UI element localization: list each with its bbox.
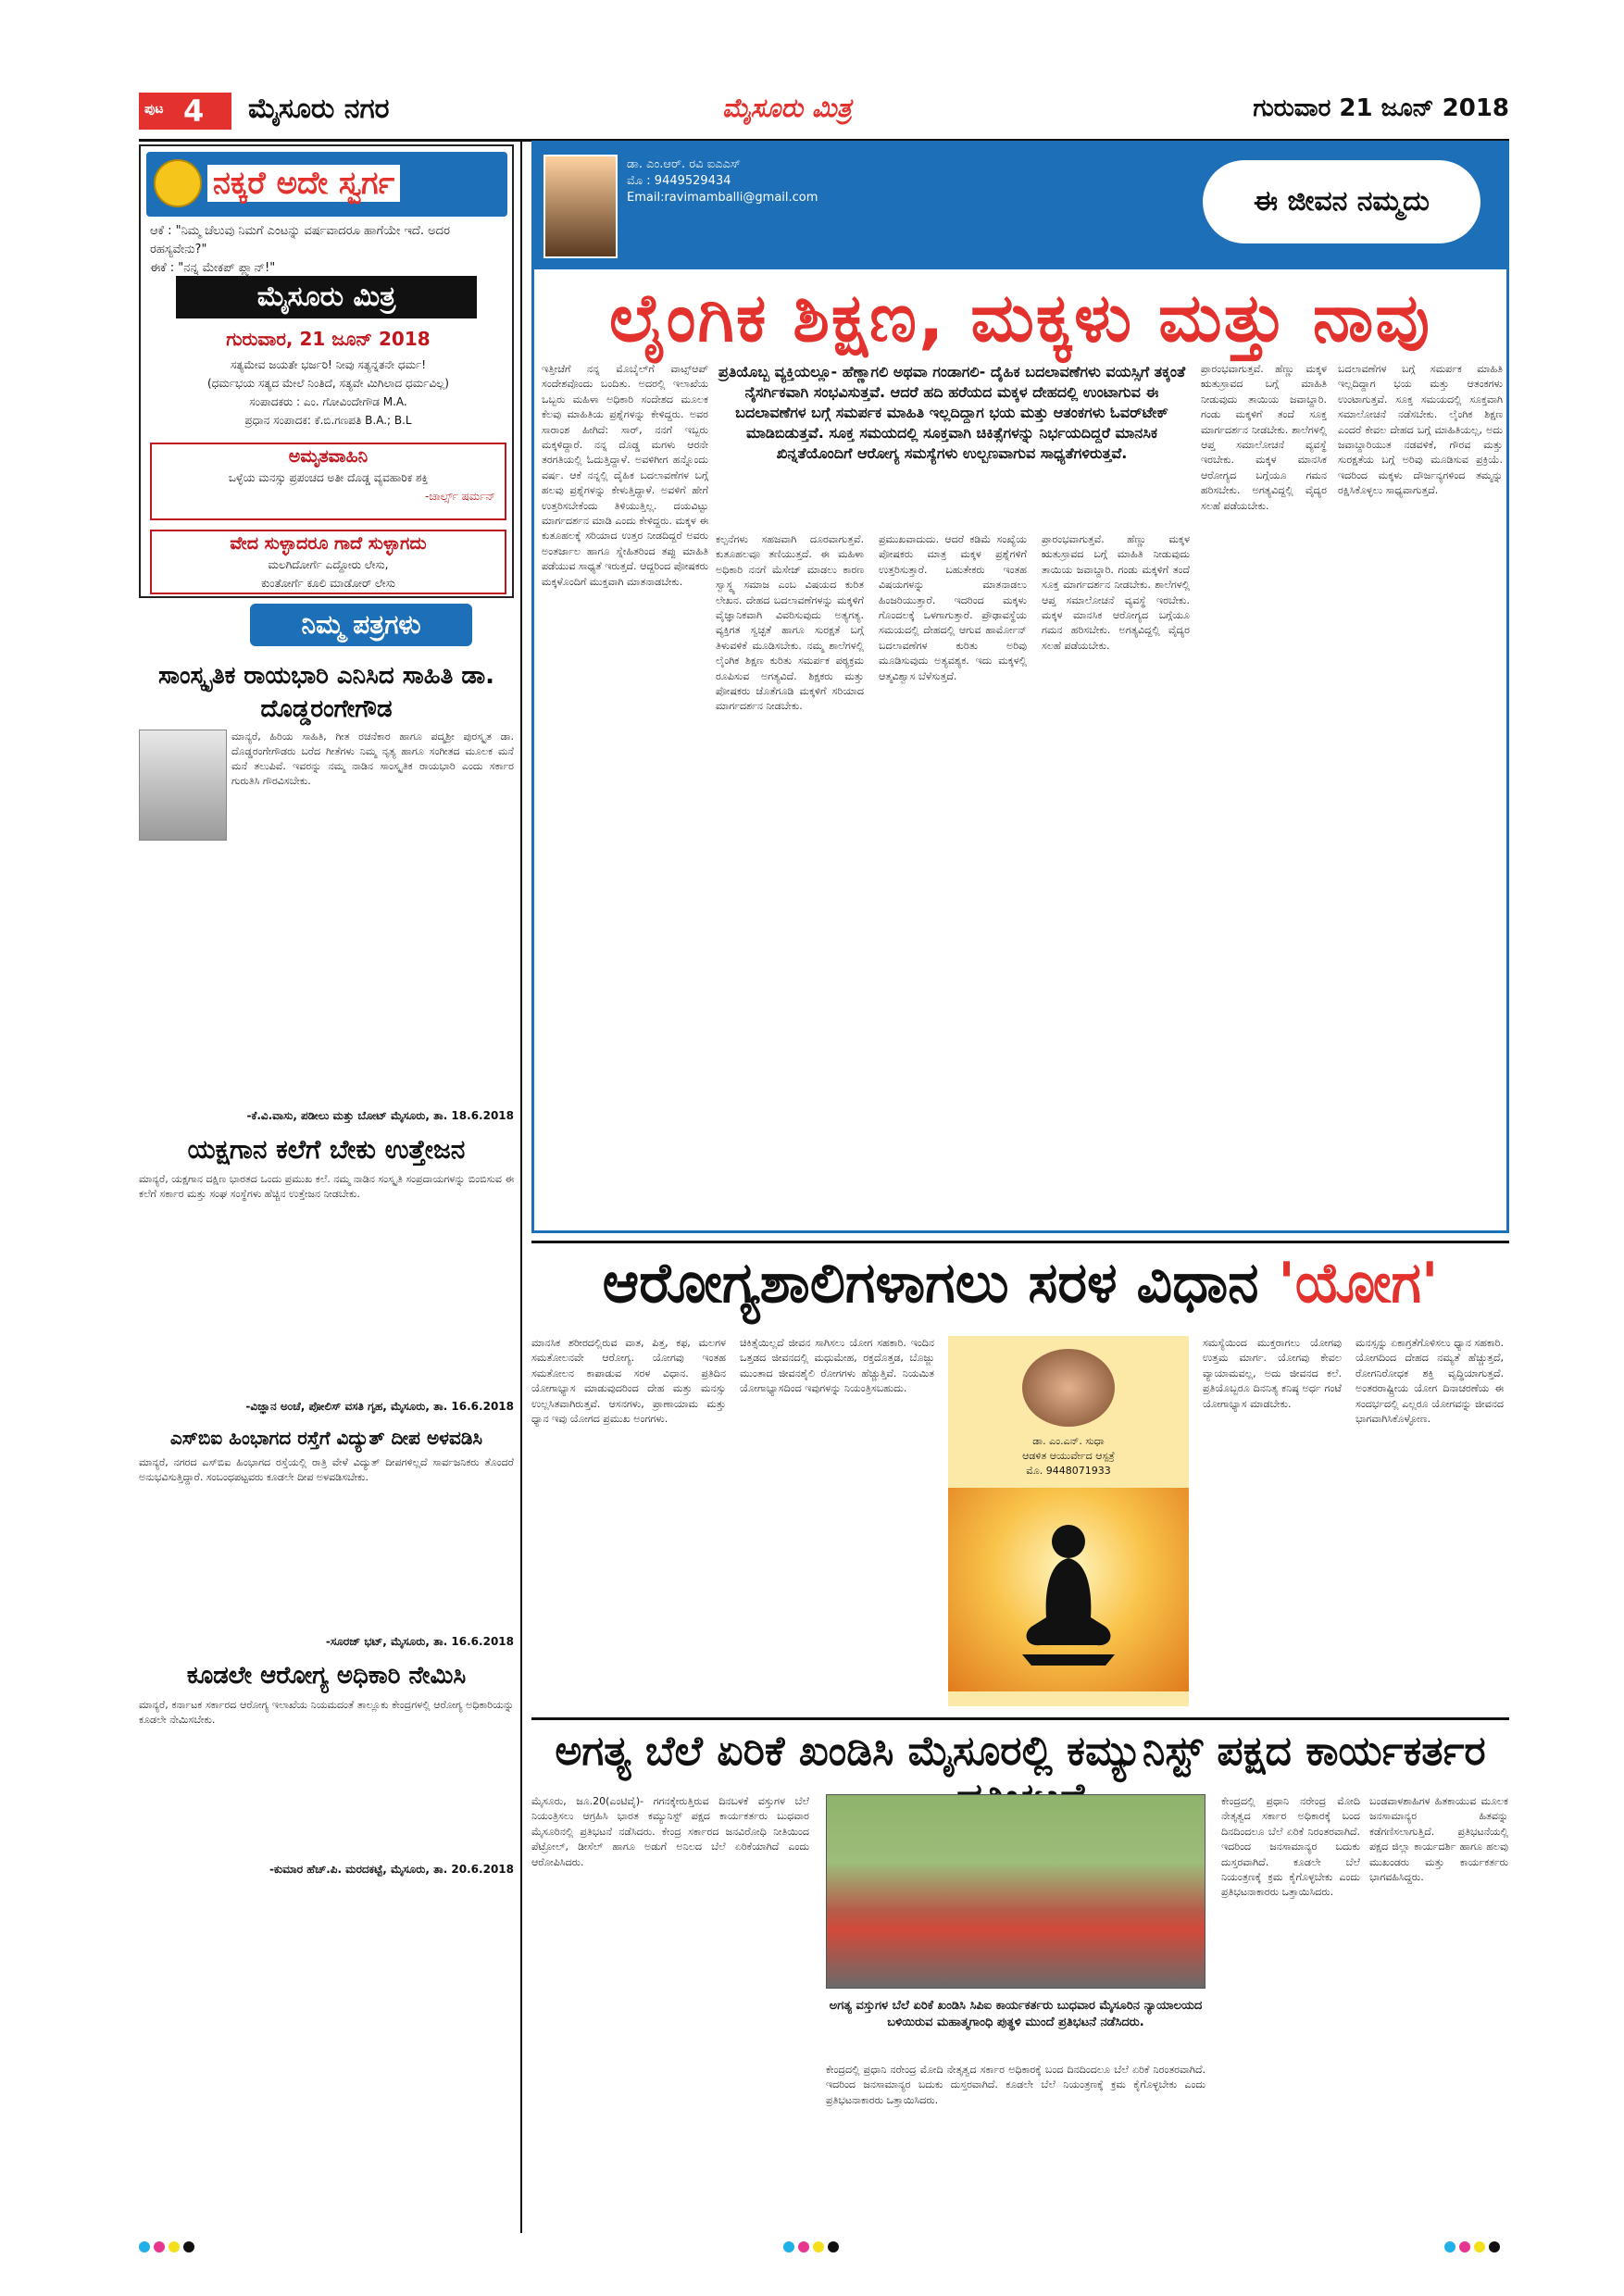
column-tag: ಈ ಜೀವನ ನಮ್ಮದು	[1203, 160, 1480, 243]
yoga-title-highlight: 'ಯೋಗ'	[1278, 1251, 1439, 1316]
article-column: ಮಾನಸಿಕ ಶರೀರದಲ್ಲಿರುವ ವಾತ, ಪಿತ್ತ, ಕಫ, ಮಲಗಳ ಸಮತೋಲನವೇ ಆರೋಗ್ಯ. ಯೋಗವು ಇಂತಹ ಸಮತೋಲನ ಕಾಪಾಡುವ ಸರಳ ವಿಧಾನ. ಪ್ರತಿದಿನ ಯೋಗಾಭ್ಯಾಸ ಮಾಡುವುದರಿಂದ ದೇಹ ಮತ್ತು ಮನಸ್ಸು ಉಲ್ಲಸಿತವಾಗಿರುತ್ತವೆ. ಆಸನಗಳು, ಪ್ರಾಣಾಯಾಮ ಮತ್ತು ಧ್ಯಾನ ಇವು ಯೋಗದ ಪ್ರಮುಖ ಅಂಗಗಳು.	[531, 1337, 726, 1426]
letter-title: ಎಸ್‌ಬಿಐ ಹಿಂಭಾಗದ ರಸ್ತೆಗೆ ವಿದ್ಯುತ್ ದೀಪ ಅಳವಡಿಸಿ	[169, 1427, 483, 1449]
page-header	[139, 83, 1509, 139]
article-column: ಕಲ್ಪನೆಗಳು ಸಹಜವಾಗಿ ದೂರವಾಗುತ್ತವೆ. ಕುತೂಹಲವೂ ತಣಿಯುತ್ತದೆ. ಈ ಮಹಿಳಾ ಅಧಿಕಾರಿ ನನಗೆ ಮೆಸೇಜ್ ಮಾಡಲು ಕಾರಣ ಸ್ವಾಸ್ಥ್ಯ ಸಮಾಜ ಎಂಬ ವಿಷಯದ ಕುರಿತ ಲೇಖನ. ದೇಹದ ಬದಲಾವಣೆಗಳನ್ನು ಮಕ್ಕಳಿಗೆ ವೈಜ್ಞಾನಿಕವಾಗಿ ವಿವರಿಸುವುದು ಅತ್ಯಗತ್ಯ. ವ್ಯಕ್ತಿಗತ ಸ್ವಚ್ಛತೆ ಹಾಗೂ ಸುರಕ್ಷತೆ ಬಗ್ಗೆ ತಿಳುವಳಿಕೆ ಮೂಡಿಸಬೇಕು. ನಮ್ಮ ಶಾಲೆಗಳಲ್ಲಿ ಲೈಂಗಿಕ ಶಿಕ್ಷಣ ಕುರಿತು ಸಮರ್ಪಕ ಪಠ್ಯಕ್ರಮ ರೂಪಿಸುವ ಅಗತ್ಯವಿದೆ. ಶಿಕ್ಷಕರು ಮತ್ತು ಪೋಷಕರು ಜೊತೆಗೂಡಿ ಮಕ್ಕಳಿಗೆ ಸರಿಯಾದ ಮಾರ್ಗದರ್ಶನ ನೀಡಬೇಕು.	[716, 533, 864, 713]
article-column: ಕೇಂದ್ರದಲ್ಲಿ ಪ್ರಧಾನಿ ನರೇಂದ್ರ ಮೋದಿ ನೇತೃತ್ವದ ಸರ್ಕಾರ ಅಧಿಕಾರಕ್ಕೆ ಬಂದ ದಿನದಿಂದಲೂ ಬೆಲೆ ಏರಿಕೆ ನಿರಂತರವಾಗಿದೆ. ಇದರಿಂದ ಜನಸಾಮಾನ್ಯರ ಬದುಕು ದುಸ್ತರವಾಗಿದೆ. ಕೂಡಲೇ ಬೆಲೆ ನಿಯಂತ್ರಣಕ್ಕೆ ಕ್ರಮ ಕೈಗೊಳ್ಳಬೇಕು ಎಂದು ಪ್ರತಿಭಟನಾಕಾರರು ಒತ್ತಾಯಿಸಿದರು.	[826, 2064, 1206, 2106]
page-label: ಪುಟ	[144, 102, 164, 117]
letter-title: ಕೂಡಲೇ ಆರೋಗ್ಯ ಅಧಿಕಾರಿ ನೇಮಿಸಿ	[186, 1662, 467, 1690]
joke-line-1: ಆಕೆ : "ನಿಮ್ಮ ಚೆಲುವು ನಿಮಗೆ ಎಂಟನ್ನು ವರ್ಷವಾದರೂ ಹಾಗೆಯೇ ಇದೆ. ಅದರ ರಹಸ್ಯವೇನು?"	[150, 224, 450, 256]
issue-date: ಗುರುವಾರ 21 ಜೂನ್ 2018	[1253, 94, 1509, 122]
author-name: ಡಾ. ಎಂ.ಎನ್. ಸುಧಾ	[1032, 1435, 1105, 1447]
article-column: ಚಿಕಿತ್ಸೆಯಿಲ್ಲದೆ ಜೀವನ ಸಾಗಿಸಲು ಯೋಗ ಸಹಕಾರಿ. ಇಂದಿನ ಒತ್ತಡದ ಜೀವನದಲ್ಲಿ ಮಧುಮೇಹ, ರಕ್ತದೊತ್ತಡ, ಬೊಜ್ಜು ಮುಂತಾದ ಜೀವನಶೈಲಿ ರೋಗಗಳು ಹೆಚ್ಚುತ್ತಿವೆ. ನಿಯಮಿತ ಯೋಗಾಭ್ಯಾಸದಿಂದ ಇವುಗಳನ್ನು ನಿಯಂತ್ರಿಸಬಹುದು.	[740, 1337, 934, 1395]
author-box	[948, 1336, 1189, 1706]
photo-caption: ಅಗತ್ಯ ವಸ್ತುಗಳ ಬೆಲೆ ಏರಿಕೆ ಖಂಡಿಸಿ ಸಿಪಿಐ ಕಾರ್ಯಕರ್ತರು ಬುಧವಾರ ಮೈಸೂರಿನ ನ್ಯಾಯಾಲಯದ ಬಳಿಯಿರುವ ಮಹಾತ್ಮಗಾಂಧಿ ಪುತ್ಥಳಿ ಮುಂದೆ ಪ್ರತಿಭಟನೆ ನಡೆಸಿದರು.	[829, 1999, 1203, 2029]
letter-signature: -ಸೂರಜ್ ಭಟ್, ಮೈಸೂರು, ತಾ. 16.6.2018	[325, 1635, 514, 1648]
article-column: ಬಂಡವಾಳಶಾಹಿಗಳ ಹಿತಕಾಯುವ ಮೂಲಕ ಜನಸಾಮಾನ್ಯರ ಹಿತವನ್ನು ಕಡೆಗಣಿಸಲಾಗುತ್ತಿದೆ. ಪ್ರತಿಭಟನೆಯಲ್ಲಿ ಪಕ್ಷದ ಜಿಲ್ಲಾ ಕಾರ್ಯದರ್ಶಿ ಹಾಗೂ ಹಲವು ಮುಖಂಡರು ಮತ್ತು ಕಾರ್ಯಕರ್ತರು ಭಾಗವಹಿಸಿದ್ದರು.	[1369, 1795, 1508, 1884]
article-column: ಪ್ರಾರಂಭವಾಗುತ್ತವೆ. ಹೆಣ್ಣು ಮಕ್ಕಳ ಋತುಸ್ರಾವದ ಬಗ್ಗೆ ಮಾಹಿತಿ ನೀಡುವುದು ತಾಯಿಯ ಜವಾಬ್ದಾರಿ. ಗಂಡು ಮಕ್ಕಳಿಗೆ ತಂದೆ ಸೂಕ್ತ ಮಾರ್ಗದರ್ಶನ ನೀಡಬೇಕು. ಶಾಲೆಗಳಲ್ಲಿ ಆಪ್ತ ಸಮಾಲೋಚನೆ ವ್ಯವಸ್ಥೆ ಇರಬೇಕು. ಮಕ್ಕಳ ಮಾನಸಿಕ ಆರೋಗ್ಯದ ಬಗ್ಗೆಯೂ ಗಮನ ಹರಿಸಬೇಕು. ಅಗತ್ಯವಿದ್ದಲ್ಲಿ ವೈದ್ಯರ ಸಲಹೆ ಪಡೆಯಬೇಕು.	[1201, 363, 1327, 512]
quote-author: -ಚಾರ್ಲ್ಸ್ ಷರ್ಮನ್	[425, 490, 495, 503]
proverb-line: ಮಲಗಿದೋರ್ಗೆ ಎದ್ದೋರು ಲೇಸು,	[268, 558, 389, 571]
article-column: ಮೈಸೂರು, ಜೂ.20(ಎಂಟಿವೈ)- ಗಗನಕ್ಕೇರುತ್ತಿರುವ ದಿನಬಳಕೆ ವಸ್ತುಗಳ ಬೆಲೆ ನಿಯಂತ್ರಿಸಲು ಆಗ್ರಹಿಸಿ ಭಾರತ ಕಮ್ಯುನಿಸ್ಟ್ ಪಕ್ಷದ ಕಾರ್ಯಕರ್ತರು ಬುಧವಾರ ಮೈಸೂರಿನಲ್ಲಿ ಪ್ರತಿಭಟನೆ ನಡೆಸಿದರು. ಕೇಂದ್ರ ಸರ್ಕಾರದ ಜನವಿರೋಧಿ ನೀತಿಯಿಂದ ಪೆಟ್ರೋಲ್, ಡೀಸೆಲ್ ಹಾಗೂ ಅಡುಗೆ ಅನಿಲದ ಬೆಲೆ ಏರಿಕೆಯಾಗಿದೆ ಎಂದು ಆರೋಪಿಸಿದರು.	[531, 1795, 809, 1868]
registration-marks	[783, 2239, 843, 2252]
imprint-line: ಸತ್ಯಮೇವ ಜಯತೇ ಭರ್ಜರಿ! ನೀವು ಸತ್ಯನ್ನತನೇ ಧರ್ಮ!	[230, 358, 427, 371]
column-divider	[520, 141, 522, 2233]
article-column: ಪ್ರಾರಂಭವಾಗುತ್ತವೆ. ಹೆಣ್ಣು ಮಕ್ಕಳ ಋತುಸ್ರಾವದ ಬಗ್ಗೆ ಮಾಹಿತಿ ನೀಡುವುದು ತಾಯಿಯ ಜವಾಬ್ದಾರಿ. ಗಂಡು ಮಕ್ಕಳಿಗೆ ತಂದೆ ಸೂಕ್ತ ಮಾರ್ಗದರ್ಶನ ನೀಡಬೇಕು. ಶಾಲೆಗಳಲ್ಲಿ ಆಪ್ತ ಸಮಾಲೋಚನೆ ವ್ಯವಸ್ಥೆ ಇರಬೇಕು. ಮಕ್ಕಳ ಮಾನಸಿಕ ಆರೋಗ್ಯದ ಬಗ್ಗೆಯೂ ಗಮನ ಹರಿಸಬೇಕು. ಅಗತ್ಯವಿದ್ದಲ್ಲಿ ವೈದ್ಯರ ಸಲಹೆ ಪಡೆಯಬೇಕು.	[1042, 533, 1190, 652]
sidebar-date: ಗುರುವಾರ, 21 ಜೂನ್ 2018	[226, 328, 431, 350]
imprint	[150, 356, 506, 430]
author-name: ಡಾ. ಎಂ.ಆರ್. ರವಿ ಐಎಎಸ್	[627, 157, 741, 171]
feature-header	[534, 144, 1506, 269]
proverb-title: ವೇದ ಸುಳ್ಳಾದರೂ ಗಾದೆ ಸುಳ್ಳಾಗದು	[230, 533, 427, 554]
left-column	[139, 141, 514, 2252]
masthead-logo: ಮೈಸೂರು ಮಿತ್ರ	[722, 93, 852, 123]
yoga-article	[531, 1241, 1509, 1713]
article-column: ಬದಲಾವಣೆಗಳ ಬಗ್ಗೆ ಸಮರ್ಪಕ ಮಾಹಿತಿ ಇಲ್ಲದಿದ್ದಾಗ ಭಯ ಮತ್ತು ಆತಂಕಗಳು ಉಂಟಾಗುತ್ತವೆ. ಸೂಕ್ತ ಸಮಯದಲ್ಲಿ ಸೂಕ್ತವಾಗಿ ಸಮಾಲೋಚನೆ ನಡೆಸಬೇಕು. ಲೈಂಗಿಕ ಶಿಕ್ಷಣ ಎಂದರೆ ಕೇವಲ ದೇಹದ ಬಗ್ಗೆ ಮಾಹಿತಿಯಲ್ಲ, ಅದು ಜವಾಬ್ದಾರಿಯುತ ನಡವಳಿಕೆ, ಗೌರವ ಮತ್ತು ಸುರಕ್ಷತೆಯ ಬಗ್ಗೆ ಅರಿವು ಮೂಡಿಸುವ ಪ್ರಕ್ರಿಯೆ. ಇದರಿಂದ ಮಕ್ಕಳು ದೌರ್ಜನ್ಯಗಳಿಂದ ತಮ್ಮನ್ನು ರಕ್ಷಿಸಿಕೊಳ್ಳಲು ಸಾಧ್ಯವಾಗುತ್ತದೆ.	[1338, 363, 1503, 497]
quote-box	[150, 443, 506, 520]
author-mobile: ಮೊ : 9449529434	[627, 174, 731, 188]
page-number: 4	[183, 94, 205, 129]
article-column: ಪ್ರಮುಖವಾದುದು. ಆದರೆ ಕಡಿಮೆ ಸಂಖ್ಯೆಯ ಪೋಷಕರು ಮಾತ್ರ ಮಕ್ಕಳ ಪ್ರಶ್ನೆಗಳಿಗೆ ಉತ್ತರಿಸುತ್ತಾರೆ. ಬಹುತೇಕರು ಇಂತಹ ವಿಷಯಗಳನ್ನು ಮಾತನಾಡಲು ಹಿಂಜರಿಯುತ್ತಾರೆ. ಇದರಿಂದ ಮಕ್ಕಳು ಗೊಂದಲಕ್ಕೆ ಒಳಗಾಗುತ್ತಾರೆ. ಪ್ರೌಢಾವಸ್ಥೆಯ ಸಮಯದಲ್ಲಿ ದೇಹದಲ್ಲಿ ಆಗುವ ಹಾರ್ಮೋನ್ ಬದಲಾವಣೆಗಳ ಕುರಿತು ಅರಿವು ಮೂಡಿಸುವುದು ಅತ್ಯವಶ್ಯಕ. ಇದು ಮಕ್ಕಳಲ್ಲಿ ಆತ್ಮವಿಶ್ವಾಸ ಬೆಳೆಸುತ್ತದೆ.	[879, 533, 1027, 682]
article-column: ಸಮಸ್ಯೆಯಿಂದ ಮುಕ್ತರಾಗಲು ಯೋಗವು ಉತ್ತಮ ಮಾರ್ಗ. ಯೋಗವು ಕೇವಲ ವ್ಯಾಯಾಮವಲ್ಲ, ಅದು ಜೀವನದ ಕಲೆ. ಪ್ರತಿಯೊಬ್ಬರೂ ದಿನನಿತ್ಯ ಕನಿಷ್ಠ ಅರ್ಧ ಗಂಟೆ ಯೋಗಾಭ್ಯಾಸ ಮಾಡಬೇಕು.	[1203, 1337, 1342, 1410]
page-number-box	[139, 93, 231, 130]
pull-quote: ಪ್ರತಿಯೊಬ್ಬ ವ್ಯಕ್ತಿಯಲ್ಲೂ- ಹೆಣ್ಣಾಗಲಿ ಅಥವಾ ಗಂಡಾಗಲಿ- ದೈಹಿಕ ಬದಲಾವಣೆಗಳು ವಯಸ್ಸಿಗೆ ತಕ್ಕಂತೆ ನೈಸರ್ಗಿಕವಾಗಿ ಸಂಭವಿಸುತ್ತವೆ. ಆದರೆ ಹದಿ ಹರೆಯದ ಮಕ್ಕಳ ದೇಹದಲ್ಲಿ ಉಂಟಾಗುವ ಈ ಬದಲಾವಣೆಗಳ ಬಗ್ಗೆ ಸಮರ್ಪಕ ಮಾಹಿತಿ ಇಲ್ಲದಿದ್ದಾಗ ಭಯ ಮತ್ತು ಆತಂಕಗಳು ಓವರ್‌ಟೇಕ್ ಮಾಡಿಬಿಡುತ್ತವೆ. ಸೂಕ್ತ ಸಮಯದಲ್ಲಿ ಸೂಕ್ತವಾಗಿ ಚಿಕಿತ್ಸೆಗಳನ್ನು ನಿರ್ಭಯದಿದ್ದರೆ ಮಾನಸಿಕ ಖಿನ್ನತೆಯೊಂದಿಗೆ ಆರೋಗ್ಯ ಸಮಸ್ಯೆಗಳು ಉಲ್ಬಣವಾಗುವ ಸಾಧ್ಯತೆಗಳಿರುತ್ತವೆ.	[718, 363, 1186, 462]
letter-body: ಮಾನ್ಯರೆ, ಹಿರಿಯ ಸಾಹಿತಿ, ಗೀತ ರಚನೆಕಾರ ಹಾಗೂ ಪದ್ಮಶ್ರೀ ಪುರಸ್ಕೃತ ಡಾ. ದೊಡ್ಡರಂಗೇಗೌಡರು ಬರೆದ ಗೀತೆಗಳು ನಿಮ್ಮ ನೃತ್ಯ ಹಾಗೂ ಸಂಗೀತದ ಮೂಲಕ ಮನೆ ಮನೆ ತಲುಪಿವೆ. ಇವರನ್ನು ನಮ್ಮ ನಾಡಿನ ಸಾಂಸ್ಕೃತಿಕ ರಾಯಭಾರಿ ಎಂದು ಸರ್ಕಾರ ಗುರುತಿಸಿ ಗೌರವಿಸಬೇಕು.	[231, 730, 514, 787]
article-column: ಕೇಂದ್ರದಲ್ಲಿ ಪ್ರಧಾನಿ ನರೇಂದ್ರ ಮೋದಿ ನೇತೃತ್ವದ ಸರ್ಕಾರ ಅಧಿಕಾರಕ್ಕೆ ಬಂದ ದಿನದಿಂದಲೂ ಬೆಲೆ ಏರಿಕೆ ನಿರಂತರವಾಗಿದೆ. ಇದರಿಂದ ಜನಸಾಮಾನ್ಯರ ಬದುಕು ದುಸ್ತರವಾಗಿದೆ. ಕೂಡಲೇ ಬೆಲೆ ನಿಯಂತ್ರಣಕ್ಕೆ ಕ್ರಮ ಕೈಗೊಳ್ಳಬೇಕು ಎಂದು ಪ್ರತಿಭಟನಾಕಾರರು ಒತ್ತಾಯಿಸಿದರು.	[1221, 1795, 1360, 1899]
quote-title: ಅಮೃತವಾಹಿನಿ	[288, 446, 369, 467]
joke-line-2: ಈಕೆ : "ನನ್ನ ಮೇಕಪ್ ಪ್ಲ್ಯಾನ್!"	[150, 261, 276, 275]
feature-title: ಲೈಂಗಿಕ ಶಿಕ್ಷಣ, ಮಕ್ಕಳು ಮತ್ತು ನಾವು	[609, 279, 1431, 356]
protest-photo	[826, 1794, 1206, 1989]
protest-title: ಅಗತ್ಯ ಬೆಲೆ ಏರಿಕೆ ಖಂಡಿಸಿ ಮೈಸೂರಲ್ಲಿ ಕಮ್ಯುನಿಸ್ಟ್ ಪಕ್ಷದ ಕಾರ್ಯಕರ್ತರ	[555, 1728, 1486, 1775]
letter-signature: -ವಿಜ್ಞಾನ ಅಂಚೆ, ಪೋಲಿಸ್ ವಸತಿ ಗೃಹ, ಮೈಸೂರು, ತಾ. 16.6.2018	[245, 1400, 514, 1413]
author-email: Email:ravimamballi@gmail.com	[627, 191, 818, 205]
proverb-line: ಕುಂತೋರ್ಗೆ ಕೂಲಿ ಮಾಡೋರ್ ಲೇಸು	[261, 577, 395, 590]
meditation-image	[948, 1488, 1189, 1691]
protest-article	[531, 1717, 1509, 2236]
letter-title: ಯಕ್ಷಗಾನ ಕಲೆಗೆ ಬೇಕು ಉತ್ತೇಜನ	[187, 1134, 466, 1165]
yoga-title-main: ಆರೋಗ್ಯಶಾಲಿಗಳಾಗಲು ಸರಳ ವಿಧಾನ	[602, 1251, 1259, 1316]
proverb-box	[150, 530, 506, 594]
letter-body: ಮಾನ್ಯರೆ, ನಗರದ ಎಸ್‌ಬಿಐ ಹಿಂಭಾಗದ ರಸ್ತೆಯಲ್ಲಿ ರಾತ್ರಿ ವೇಳೆ ವಿದ್ಯುತ್ ದೀಪಗಳಿಲ್ಲದೆ ಸಾರ್ವಜನಿಕರು ತೊಂದರೆ ಅನುಭವಿಸುತ್ತಿದ್ದಾರೆ. ಸಂಬಂಧಪಟ್ಟವರು ಕೂಡಲೇ ದೀಪ ಅಳವಡಿಸಬೇಕು.	[139, 1456, 514, 1483]
feature-article	[531, 141, 1509, 1233]
author-photo	[1022, 1349, 1115, 1427]
imprint-chief-editor: ಪ್ರಧಾನ ಸಂಪಾದಕ: ಕೆ.ಬಿ.ಗಣಪತಿ B.A.; B.L	[244, 414, 412, 427]
editorial-box	[139, 144, 514, 598]
joke-text	[150, 222, 506, 278]
letters-heading: ನಿಮ್ಮ ಪತ್ರಗಳು	[250, 604, 472, 646]
author-caption	[948, 1434, 1189, 1479]
letter-signature: -ಕೆ.ವಿ.ವಾಸು, ಪಡೀಲು ಮತ್ತು ಬೋಟ್ ಮೈಸೂರು, ತಾ. 18.6.2018	[246, 1109, 514, 1122]
letter-body: ಮಾನ್ಯರೆ, ಯಕ್ಷಗಾನ ದಕ್ಷಿಣ ಭಾರತದ ಒಂದು ಪ್ರಮುಖ ಕಲೆ. ನಮ್ಮ ನಾಡಿನ ಸಂಸ್ಕೃತಿ ಸಂಪ್ರದಾಯಗಳನ್ನು ಬಿಂಬಿಸುವ ಈ ಕಲೆಗೆ ಸರ್ಕಾರ ಮತ್ತು ಸಂಘ ಸಂಸ್ಥೆಗಳು ಹೆಚ್ಚಿನ ಉತ್ತೇಜನ ನೀಡಬೇಕು.	[139, 1173, 514, 1200]
brand-logo: ಮೈಸೂರು ಮಿತ್ರ	[176, 276, 477, 318]
author-info	[627, 156, 818, 206]
laughing-face-icon	[154, 159, 202, 207]
quote-body: ಒಳ್ಳೆಯ ಮನಸ್ಸು ಪ್ರಪಂಚದ ಅತೀ ದೊಡ್ಡ ವ್ಯವಹಾರಿಕ ಶಕ್ತಿ	[228, 471, 429, 484]
article-column: ಇತ್ತೀಚೆಗೆ ನನ್ನ ಮೊಬೈಲ್‌ಗೆ ವಾಟ್ಸ್‌ಆಪ್ ಸಂದೇಶವೊಂದು ಬಂದಿತು. ಅದರಲ್ಲಿ ಇಲಾಖೆಯ ಒಬ್ಬರು ಮಹಿಳಾ ಅಧಿಕಾರಿ ಸಂದೇಶದ ಮೂಲಕ ಕೆಲವು ಮಾಹಿತಿಯ ಪ್ರಶ್ನೆಗಳನ್ನು ಕೇಳಿದ್ದರು. ಅವರ ಸಾರಾಂಶ ಹೀಗಿದೆ: ಸಾರ್, ನನಗೆ ಇಬ್ಬರು ಮಕ್ಕಳಿದ್ದಾರೆ. ನನ್ನ ದೊಡ್ಡ ಮಗಳು ಆರನೇ ತರಗತಿಯಲ್ಲಿ ಓದುತ್ತಿದ್ದಾಳೆ. ಅವಳಿಗೀಗ ಹನ್ನೊಂದು ವರ್ಷ. ಆಕೆ ನನ್ನಲ್ಲಿ ದೈಹಿಕ ಬದಲಾವಣೆಗಳ ಬಗ್ಗೆ ಹಲವು ಪ್ರಶ್ನೆಗಳನ್ನು ಕೇಳುತ್ತಿದ್ದಾಳೆ. ಅವಳಿಗೆ ಹೇಗೆ ಉತ್ತರಿಸಬೇಕೆಂದು ತಿಳಿಯುತ್ತಿಲ್ಲ. ದಯವಿಟ್ಟು ಮಾರ್ಗದರ್ಶನ ಮಾಡಿ ಎಂದು ಕೇಳಿದ್ದರು. ಮಕ್ಕಳ ಈ ಕುತೂಹಲಕ್ಕೆ ಸರಿಯಾದ ಉತ್ತರ ನೀಡದಿದ್ದರೆ ಅವರು ಅಂತರ್ಜಾಲ ಹಾಗೂ ಸ್ನೇಹಿತರಿಂದ ತಪ್ಪು ಮಾಹಿತಿ ಪಡೆಯುವ ಸಾಧ್ಯತೆ ಇರುತ್ತದೆ. ಆದ್ದರಿಂದ ಪೋಷಕರು ಮಕ್ಕಳೊಂದಿಗೆ ಮುಕ್ತವಾಗಿ ಮಾತನಾಡಬೇಕು.	[542, 363, 708, 588]
registration-marks	[139, 2239, 198, 2252]
article-column: ಮನಸ್ಸನ್ನು ಏಕಾಗ್ರತೆಗೊಳಿಸಲು ಧ್ಯಾನ ಸಹಕಾರಿ. ಯೋಗದಿಂದ ದೇಹದ ನಮ್ಯತೆ ಹೆಚ್ಚುತ್ತದೆ, ರೋಗನಿರೋಧಕ ಶಕ್ತಿ ವೃದ್ಧಿಯಾಗುತ್ತದೆ. ಅಂತರರಾಷ್ಟ್ರೀಯ ಯೋಗ ದಿನಾಚರಣೆಯ ಈ ಸಂದರ್ಭದಲ್ಲಿ ಎಲ್ಲರೂ ಯೋಗವನ್ನು ಜೀವನದ ಭಾಗವಾಗಿಸಿಕೊಳ್ಳೋಣ.	[1355, 1337, 1504, 1426]
registration-marks	[1444, 2239, 1504, 2252]
imprint-line: (ಧರ್ಮಭಯ ಸತ್ಯದ ಮೇಲೆ ನಿಂತಿದೆ, ಸತ್ಯವೇ ಮಿಗಿಲಾದ ಧರ್ಮವಿಲ್ಲ)	[207, 377, 449, 390]
author-mobile: ಮೊ. 9448071933	[1026, 1465, 1111, 1477]
author-photo	[543, 155, 618, 258]
author-role: ಆಡಳಿತ ಆಯುರ್ವೇದ ಆಸ್ಪತ್ರೆ	[1022, 1450, 1115, 1462]
section-title: ಮೈಸೂರು ನಗರ	[248, 93, 390, 125]
cartoon-banner	[146, 152, 507, 217]
letter-title: ಸಾಂಸ್ಕೃತಿಕ ರಾಯಭಾರಿ ಎನಿಸಿದ ಸಾಹಿತಿ ಡಾ. ದೊಡ್ಡರಂಗೇಗೌಡ	[157, 662, 495, 723]
letter-signature: -ಕುಮಾರ ಹೆಚ್.ಪಿ. ಮರದಕಟ್ಟೆ, ಮೈಸೂರು, ತಾ. 20.6.2018	[269, 1863, 514, 1876]
yoga-title	[531, 1251, 1509, 1316]
meditation-figure-icon	[1004, 1516, 1133, 1673]
imprint-editor: ಸಂಪಾದಕರು : ಎಂ. ಗೋವಿಂದೇಗೌಡ M.A.	[249, 395, 407, 408]
cartoon-title: ನಕ್ಕರೆ ಅದೇ ಸ್ವರ್ಗ	[207, 165, 400, 202]
letter-body: ಮಾನ್ಯರೆ, ಕರ್ನಾಟಕ ಸರ್ಕಾರದ ಆರೋಗ್ಯ ಇಲಾಖೆಯ ನಿಯಮದಂತೆ ತಾಲ್ಲೂಕು ಕೇಂದ್ರಗಳಲ್ಲಿ ಆರೋಗ್ಯ ಅಧಿಕಾರಿಯನ್ನು ಕೂಡಲೇ ನೇಮಿಸಬೇಕು.	[139, 1699, 514, 1726]
